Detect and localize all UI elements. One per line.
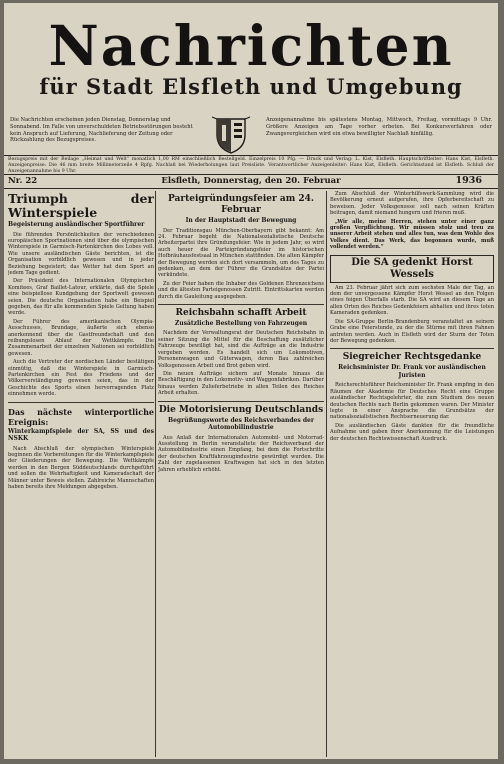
article-paragraph: Nachdem der Verwaltungsrat der Deutschen Reichsbahn in seiner Sitzung die Mittel für die Beschaffung zusätzlicher Fahrzeuge bewilligt hat, sind die Aufträge an die Industrie vergeben worden. Es handelt sich um Lokomotiven, Personenwagen und Güterwagen, deren Bau zahlreichen Volksgenossen Arbeit und Brot geben wird. bbox=[158, 330, 324, 369]
article-subheadline: Begrüßungsworte des Reichsverbandes der Automobilindustrie bbox=[168, 416, 314, 432]
article-paragraph: Der Präsident des Internationalen Olympischen Komitees, Graf Baillet-Latour, erklärte, daß die Spiele eine beispiellose Kundgebung der Sportwelt gewesen seien. Die deutsche Organisation habe ein Beispiel gegeben, das für alle kommenden Spiele Geltung haben werde. bbox=[8, 278, 154, 317]
article-paragraph: Reichsrechtsführer Reichsminister Dr. Frank empfing in den Räumen der Akademie für Deutsches Recht eine Gruppe ausländischer Rechtsgelehrter, die zum Studium des neuen deutschen Rechts nach Berlin gekommen waren. Der Minister legte in einer Ansprache die Grundsätze der nationalsozialistischen Rechtserneuerung dar. bbox=[330, 382, 494, 421]
publication-info-band bbox=[4, 155, 498, 175]
issue-number: Nr. 22 bbox=[8, 176, 38, 186]
article-paragraph: Die SA-Gruppe Berlin-Brandenburg veranstaltet an seinem Grabe eine Feierstunde, zu der die Stürme mit ihren Fahnen antreten werden. Auch in Elsfleth wird der Sturm der Toten der Bewegung gedenken. bbox=[330, 318, 494, 344]
article-paragraph: Nach Abschluß der olympischen Winterspiele beginnen die Vorbereitungen für die Winterkampfspiele der Gliederungen der Bewegung. Die Wettkämpfe werden in den Bergen Süddeutschlands durchgeführt und sollen die Wehrhaftigkeit und Kameradschaft der Männer unter Beweis stellen. Zahlreiche Mannschaften haben bereits ihre Meldungen abgegeben. bbox=[8, 445, 154, 491]
article-subheadline: Winterkampfspiele der SA, SS und des NSKK bbox=[8, 427, 154, 443]
article-paragraph: Zum Abschluß der Winterhilfswerk-Sammlung wird die Bevölkerung erneut aufgerufen, ihre Opferbereitschaft zu beweisen. Jeder Volksgenosse soll nach seinen Kräften beitragen, damit niemand hungern und frieren muß. bbox=[330, 191, 494, 217]
article-paragraph: Der Führer des amerikanischen Olympia-Ausschusses, Brundage, äußerte sich ebenso anerkennend über die Gastfreundschaft und den reibungslosen Ablauf der Wettkämpfe. Die Zusammenarbeit der einzelnen Nationen sei vorbildlich gewesen. bbox=[8, 318, 154, 357]
masthead bbox=[4, 3, 498, 115]
column-rule bbox=[326, 191, 327, 757]
article-paragraph: Am 23. Februar jährt sich zum sechsten Male der Tag, an dem der unvergessene Kämpfer Horst Wessel an den Folgen eines feigen Überfalls starb. Die SA wird an diesem Tage an allen Orten des Reiches Gedenkfeiern abhalten und ihres toten Kameraden gedenken. bbox=[330, 284, 494, 317]
article-paragraph: Die neuen Aufträge sichern auf Monate hinaus die Beschäftigung in den Lokomotiv- und Waggonfabriken. Darüber hinaus werden Zulieferbetriebe in allen Teilen des Reiches Arbeit erhalten. bbox=[158, 370, 324, 397]
issue-date: Elsfleth, Donnerstag, den 20. Februar bbox=[161, 176, 341, 186]
article-divider bbox=[8, 402, 154, 403]
article-subheadline: Begeisterung ausländischer Sportführer bbox=[8, 221, 145, 228]
column-rule bbox=[155, 191, 156, 757]
column-2 bbox=[158, 191, 324, 757]
article-quote: „Wir alle, meine Herren, stehen unter einer ganz großen Verpflichtung. Wir müssen stolz und treu zu unserer Arbeit stehen und alles tun, was dem Wohle des Volkes dient. Das Werk, das begonnen wurde, muß vollendet werden.“ bbox=[330, 218, 494, 251]
column-3 bbox=[330, 191, 494, 757]
article-headline: Das nächste winterportliche Ereignis: bbox=[8, 406, 154, 427]
article-divider bbox=[158, 304, 324, 305]
article-paragraph: Aus Anlaß der Internationalen Automobil- und Motorrad-Ausstellung in Berlin veranstaltete der Reichsverband der Automobilindustrie einen Empfang, bei dem die Fortschritte der deutschen Kraftfahrzeugindustrie gewürdigt wurden. Die Zahl der zugelassenen Kraftwagen hat sich in den letzten Jahren erheblich erhöht. bbox=[158, 434, 324, 473]
article-divider bbox=[330, 348, 494, 349]
info-band bbox=[4, 115, 498, 153]
article-paragraph: Der Traditionsgau München-Oberbayern gibt bekannt: Am 24. Februar begeht die Nationalsozialistische Deutsche Arbeiterpartei ihre Gründungsfeier. Wie in jedem Jahr, so wird auch heuer die Parteigründungsfeier im historischen Hofbräuhausfestsaal in München stattfinden. Die alten Kämpfer der Bewegung werden sich dort versammeln, um des Tages zu gedenken, an dem der Führer die Grundsätze der Partei verkündete. bbox=[158, 227, 324, 279]
newspaper-subtitle: für Stadt Elsfleth und Umgebung bbox=[39, 74, 463, 99]
elsfleth-coat-of-arms-icon bbox=[208, 115, 254, 155]
boxed-headline bbox=[330, 255, 494, 283]
article-headline: Triumph der Winterspiele bbox=[8, 191, 154, 220]
publication-schedule-text: Die Nachrichten erscheinen jeden Dienstag, Donnerstag und Sonnabend. Im Falle von unverschuldeten Betriebsstörungen besteht kein Anspruch auf Lieferung, Nachlieferung der Zeitung oder Rückzahlung des Bezugspreises. bbox=[10, 117, 193, 144]
article-paragraph: Zu der Feier haben die Inhaber des Goldenen Ehrenzeichens und die ältesten Parteigenossen Zutritt. Eintrittskarten werden durch die Gauleitung ausgegeben. bbox=[158, 280, 324, 300]
column-1 bbox=[8, 191, 154, 757]
article-subheadline: Zusätzliche Bestellung von Fahrzeugen bbox=[174, 319, 308, 327]
article-subheadline: Reichsminister Dr. Frank vor ausländischen Juristen bbox=[338, 364, 486, 379]
article-paragraph: Die ausländischen Gäste dankten für die freundliche Aufnahme und gaben ihrer Anerkennung für die Leistungen der deutschen Rechtswissenschaft Ausdruck. bbox=[330, 422, 494, 442]
article-headline: Siegreicher Rechtsgedanke bbox=[342, 352, 482, 363]
article-headline: Reichsbahn schafft Arbeit bbox=[175, 307, 307, 318]
article-divider bbox=[158, 401, 324, 402]
article-headline: Die SA gedenkt Horst Wessels bbox=[351, 256, 473, 280]
publication-info-text: Bezugspreis mit der Beilage „Heimat und Welt“ monatlich 1,00 RM einschließlich Bestellgeld. Einzelpreis 10 Pfg. — Druck und Verlag: L. Kist, Elsfleth. Hauptschriftleiter: Hans Kist, Elsfleth. Anzeigenpreise: Die 46 mm breite Millimeterzeile 4 Rpfg. Nachlaß bei Wiederholungen laut Preisliste. Verantwortlicher Anzeigenleiter: Hans Kist, Elsfleth. Gerichtsstand ist Elsfleth. Schluß der Anzeigenannahme bis 9 Uhr. bbox=[8, 157, 494, 174]
article-headline: Parteigründungsfeier am 24. Februar bbox=[167, 194, 315, 215]
dateline bbox=[4, 175, 498, 189]
newspaper-page bbox=[4, 3, 498, 759]
issue-year: 1936 bbox=[455, 175, 482, 186]
ad-acceptance-text: Anzeigenannahme bis spätestens Montag, Mittwoch, Freitag, vormittags 9 Uhr. Größere Anzeigen am Tage vorher erbeten. Bei Konkursverfahren oder Zwangsvergleichen wird ein etwa bewilligter Nachlaß hinfällig. bbox=[266, 117, 492, 137]
article-paragraph: Die führenden Persönlichkeiten der verschiedenen europäischen Sportnationen sind über die olympischen Winterspiele in Garmisch-Partenkirchen des Lobes voll. Wie unsere ausländischen Gäste berichten, ist die Organisation vorbildlich gewesen und in jeder Beziehung begeistert; das Wetter hat dem Sport an jedem Tage gedient. bbox=[8, 231, 154, 276]
article-subheadline: In der Hauptstadt der Bewegung bbox=[185, 217, 297, 224]
newspaper-title: Nachrichten bbox=[48, 13, 454, 78]
article-headline: Die Motorisierung Deutschlands bbox=[158, 404, 324, 415]
article-paragraph: Auch die Vertreter der nordischen Länder bestätigen einmütig, daß die Winterspiele in Garmisch-Partenkirchen ein Fest des Friedens und der Völkerverständigung gewesen seien, das in der Geschichte des Sports einen hervorragenden Platz einnehmen werde. bbox=[8, 359, 154, 398]
